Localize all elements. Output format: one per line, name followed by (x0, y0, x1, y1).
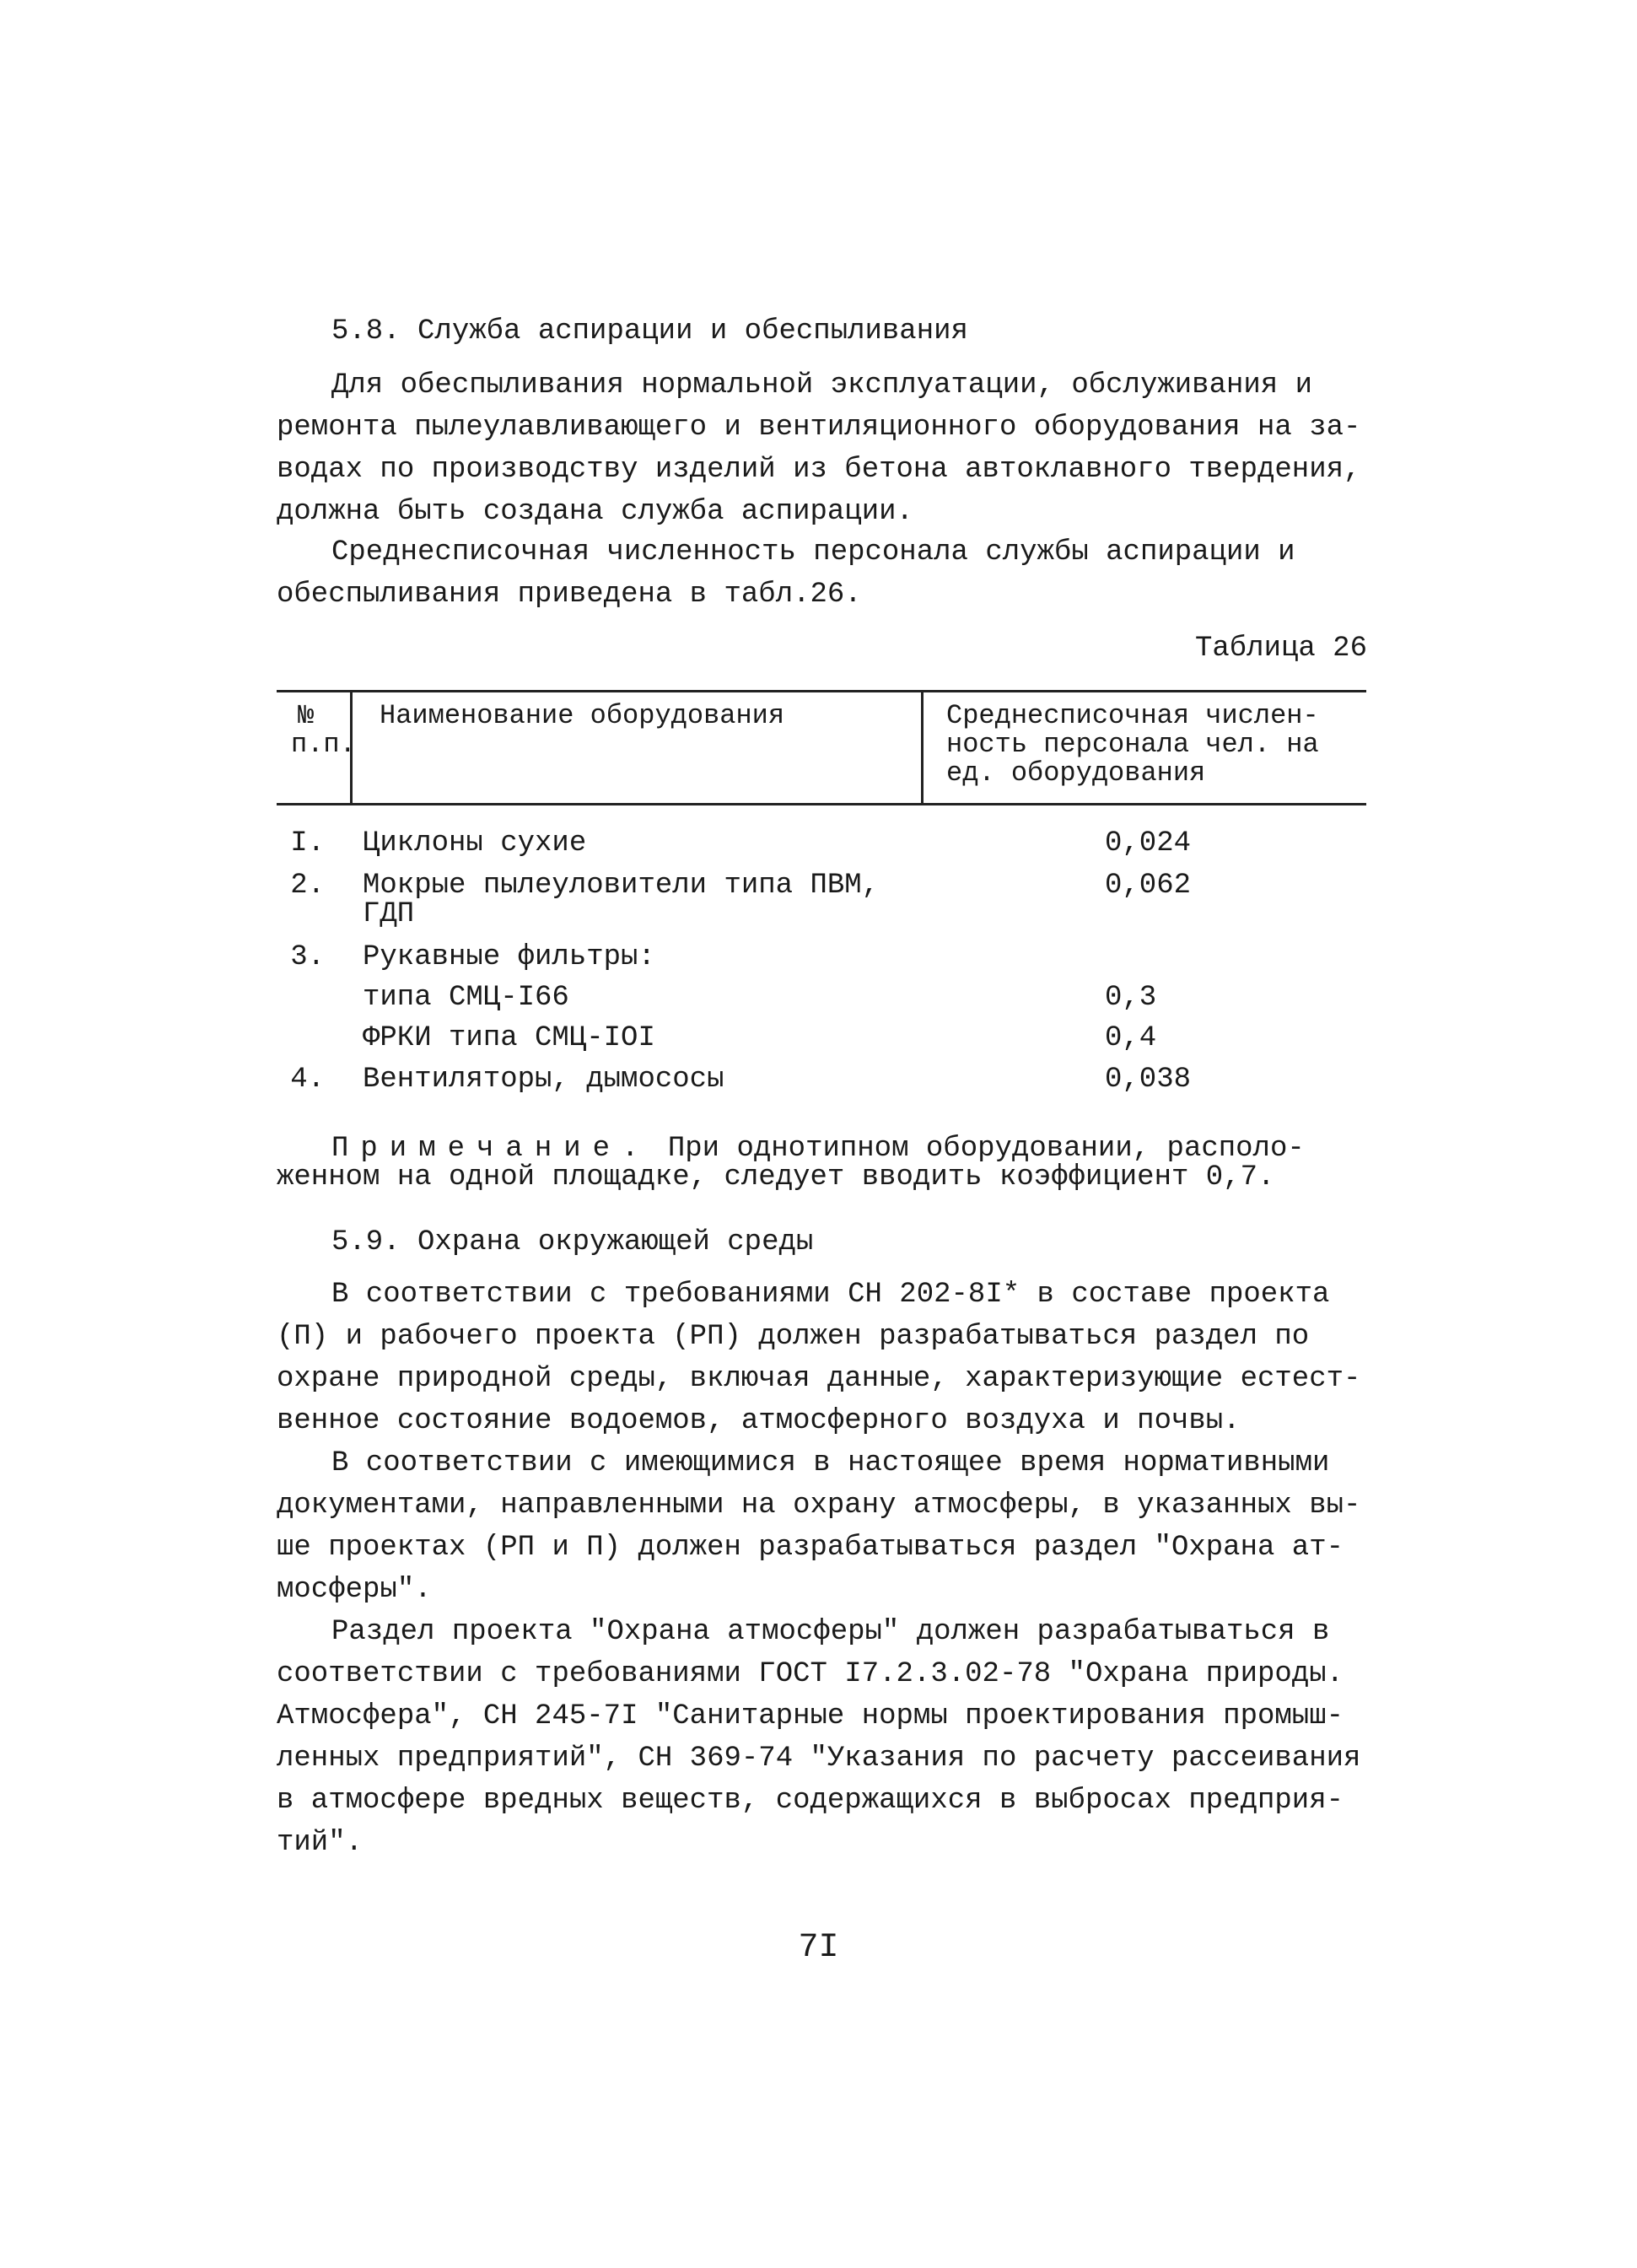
header-value-line: Среднесписочная числен- (946, 700, 1319, 731)
text-line: Для обеспыливания нормальной эксплуатации, обслуживания и (331, 369, 1312, 401)
table-top-rule (277, 690, 1366, 692)
header-value-line: ность персонала чел. на (946, 729, 1319, 760)
text-line: должна быть создана служба аспирации. (277, 496, 913, 528)
table-header-rule (277, 803, 1366, 805)
text-line: охране природной среды, включая данные, характеризующие естест- (277, 1363, 1361, 1395)
row-number: I. (290, 827, 325, 859)
row-value: 0,3 (1105, 982, 1157, 1014)
row-value: 0,038 (1105, 1064, 1192, 1096)
row-value: 0,4 (1105, 1022, 1157, 1054)
header-num (291, 702, 356, 759)
section-59-heading: 5.9. Охрана окружающей среды (331, 1226, 814, 1258)
table-caption: Таблица 26 (1194, 633, 1367, 665)
row-number: 2. (290, 870, 325, 902)
row-name: Вентиляторы, дымососы (363, 1064, 724, 1096)
row-name: Рукавные фильтры: (363, 941, 655, 973)
text-line: В соответствии с требованиями СН 202-8I* в составе проекта (331, 1279, 1330, 1311)
text-line: В соответствии с имеющимися в настоящее время нормативными (331, 1447, 1330, 1479)
header-num-line: № (298, 700, 315, 731)
text-line: Атмосфера", СН 245-7I "Санитарные нормы проектирования промыш- (277, 1700, 1344, 1732)
text-line: ше проектах (РП и П) должен разрабатываться раздел "Охрана ат- (277, 1532, 1344, 1564)
note-text: При однотипном оборудовании, располо- (667, 1133, 1305, 1165)
text-line: ремонта пылеулавливающего и вентиляционного оборудования на за- (277, 412, 1361, 444)
note-label: Примечание. (331, 1133, 651, 1165)
note-line (277, 1134, 1305, 1163)
row-value: 0,024 (1105, 827, 1192, 859)
header-value-line: ед. оборудования (946, 757, 1206, 789)
header-name: Наименование оборудования (380, 700, 785, 731)
text-line: Раздел проекта "Охрана атмосферы" должен разрабатываться в (331, 1616, 1330, 1648)
row-value: 0,062 (1105, 870, 1192, 902)
row-name: ФРКИ типа СМЦ-IOI (363, 1022, 655, 1054)
text-line: документами, направленными на охрану атмосферы, в указанных вы- (277, 1490, 1361, 1522)
note-line: женном на одной площадке, следует вводить коэффициент 0,7. (277, 1161, 1275, 1193)
section-58-paragraph-1 (277, 364, 1373, 533)
table-note (277, 1134, 1305, 1192)
row-name: Циклоны сухие (363, 827, 587, 859)
section-59-paragraph-3 (277, 1611, 1373, 1864)
row-name-line: Мокрые пылеуловители типа ПВМ, (363, 870, 880, 902)
row-name: типа СМЦ-I66 (363, 982, 569, 1014)
row-name-line: ГДП (363, 898, 415, 930)
text-line: водах по производству изделий из бетона автоклавного твердения, (277, 454, 1361, 486)
text-line: тий". (277, 1827, 363, 1859)
text-line: соответствии с требованиями ГОСТ I7.2.3.02-78 "Охрана природы. (277, 1658, 1344, 1690)
header-num-line: п.п. (291, 729, 356, 760)
page-number: 7I (798, 1929, 839, 1967)
text-line: (П) и рабочего проекта (РП) должен разрабатываться раздел по (277, 1321, 1310, 1353)
row-name (363, 865, 879, 929)
text-line: мосферы". (277, 1574, 432, 1606)
text-line: Среднесписочная численность персонала службы аспирации и (331, 536, 1295, 568)
section-58-heading: 5.8. Служба аспирации и обеспыливания (331, 315, 968, 347)
header-value (946, 702, 1319, 788)
text-line: в атмосфере вредных веществ, содержащихся в выбросах предприя- (277, 1785, 1344, 1817)
row-number: 4. (290, 1064, 325, 1096)
table-divider (921, 690, 924, 805)
section-58-paragraph-2 (277, 531, 1373, 616)
section-59-paragraph-2 (277, 1442, 1373, 1611)
text-line: венное состояние водоемов, атмосферного воздуха и почвы. (277, 1405, 1241, 1437)
section-59-paragraph-1 (277, 1274, 1373, 1442)
text-line: ленных предприятий", СН 369-74 "Указания по расчету рассеивания (277, 1743, 1361, 1775)
text-line: обеспыливания приведена в табл.26. (277, 579, 862, 611)
row-number: 3. (290, 941, 325, 973)
